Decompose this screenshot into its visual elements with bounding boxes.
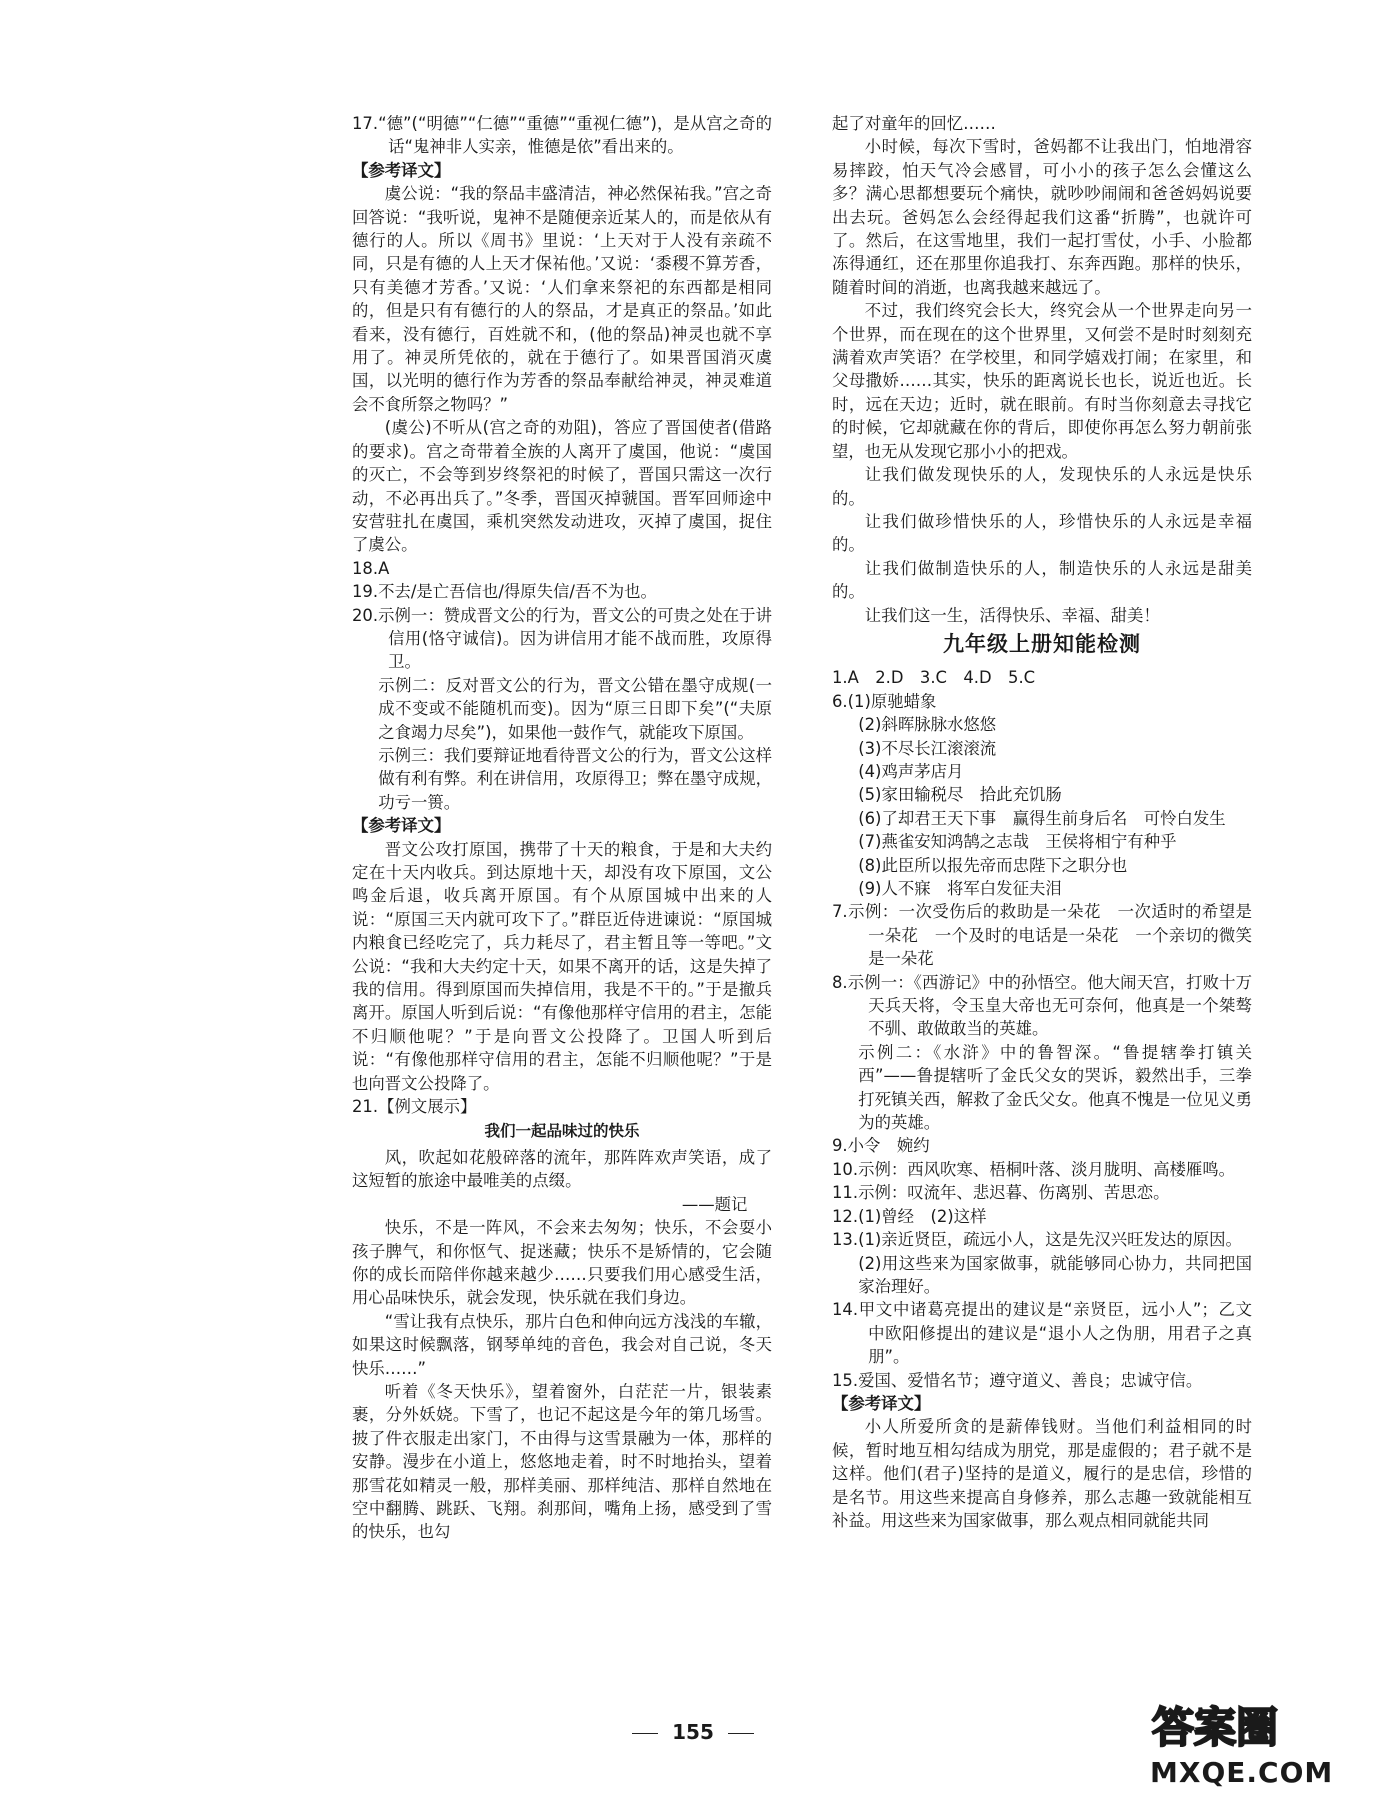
answer-8: 8.示例一：《西游记》中的孙悟空。他大闹天宫，打败十万天兵天将，令玉皇大帝也无可奈何，他真是一个桀骜不驯、敢做敢当的英雄。 <box>832 972 1252 1039</box>
answer-6-item: (8)此臣所以报先帝而忠陛下之职分也 <box>858 855 1128 875</box>
translation-paragraph: (虞公)不听从(宫之奇的劝阻)，答应了晋国使者(借路的要求)。宫之奇带着全族的人离开了虞国，他说：“虞国的灭亡，不会等到岁终祭祀的时候了，晋国只需这一次行动，不必再出兵了。”冬季，晋国灭掉虢国。晋军回师途中安营驻扎在虞国，乘机突然发动进攻，灭掉了虞国，捉住了虞公。 <box>352 418 772 555</box>
essay-paragraph: 快乐，不是一阵风，不会来去匆匆；快乐，不会耍小孩子脾气，和你怄气、捉迷藏；快乐不是矫情的，它会随你的成长而陪伴你越来越少……只要我们用心感受生活，用心品味快乐，就会发现，快乐就在我们身边。 <box>352 1218 772 1308</box>
answer-13-part-2: (2)用这些来为国家做事，就能够同心协力，共同把国家治理好。 <box>858 1253 1252 1296</box>
answer-20: 20.示例一：赞成晋文公的行为，晋文公的可贵之处在于讲信用(恪守诚信)。因为讲信用才能不战而胜，攻原得卫。 <box>352 605 772 672</box>
translation-paragraph: 晋文公攻打原国，携带了十天的粮食，于是和大夫约定在十天内收兵。到达原地十天，却没有攻下原国，文公鸣金后退，收兵离开原国。有个从原国城中出来的人说：“原国三天内就可攻下了。”群臣近侍进谏说：“原国城内粮食已经吃完了，兵力耗尽了，君主暂且等一等吧。”文公说：“我和大夫约定十天，如果不离开的话，这是失掉了我的信用。得到原国而失掉信用，我是不干的。”于是撤兵离开。原国人听到后说：“有像他那样守信用的君主，怎能不归顺他呢？”于是向晋文公投降了。卫国人听到后说：“有像他那样守信用的君主，怎能不归顺他呢？”于是也向晋文公投降了。 <box>352 839 772 1093</box>
answer-14: 14.甲文中诸葛亮提出的建议是“亲贤臣，远小人”；乙文中欧阳修提出的建议是“退小人之伪朋，用君子之真朋”。 <box>832 1300 1252 1367</box>
answer-6-item: (6)了却君王天下事 赢得生前身后名 可怜白发生 <box>858 808 1226 828</box>
answer-17: 17.“德”(“明德”“仁德”“重德”“重视仁德”)，是从宫之奇的话“鬼神非人实亲，惟德是依”看出来的。 <box>352 114 772 157</box>
answer-15: 15.爱国、爱惜名节；遵守道义、善良；忠诚守信。 <box>832 1370 1203 1390</box>
watermark-url: MXQE.COM <box>1150 1756 1334 1789</box>
essay-intro: 风，吹起如花般碎落的流年，那阵阵欢声笑语，成了这短暂的旅途中最唯美的点缀。 <box>352 1147 772 1191</box>
answer-12: 12.(1)曾经 (2)这样 <box>832 1206 987 1226</box>
left-column <box>352 112 772 1544</box>
answer-11: 11.示例：叹流年、悲迟暮、伤离别、苦思恋。 <box>832 1183 1170 1203</box>
translation-paragraph: 虞公说：“我的祭品丰盛清洁，神必然保祐我。”宫之奇回答说：“我听说，鬼神不是随便亲近某人的，而是依从有德行的人。所以《周书》里说：‘上天对于人没有亲疏不同，只是有德的人上天才保祐他。’又说：‘黍稷不算芳香，只有美德才芳香。’又说：‘人们拿来祭祀的东西都是相同的，但是只有有德行的人的祭品，才是真正的祭品。’如此看来，没有德行，百姓就不和，(他的祭品)神灵也就不享用了。神灵所凭依的，就在于德行了。如果晋国消灭虞国，以光明的德行作为芳香的祭品奉献给神灵，神灵难道会不食所祭之物吗？” <box>352 184 772 414</box>
essay-paragraph: 让我们做珍惜快乐的人，珍惜快乐的人永远是幸福的。 <box>832 511 1252 555</box>
answer-20-example-2: 示例二：反对晋文公的行为，晋文公错在墨守成规(一成不变或不能随机而变)。因为“原三日即下矣”(“夫原之食竭力尽矣”)，如果他一鼓作气，就能攻下原国。 <box>378 675 772 742</box>
essay-title: 我们一起品味过的快乐 <box>484 1122 640 1141</box>
answer-13: 13.(1)亲近贤臣，疏远小人，这是先汉兴旺发达的原因。 <box>832 1230 1242 1250</box>
answer-6-item: (2)斜晖脉脉水悠悠 <box>858 715 997 735</box>
answer-6-item: (5)家田输税尽 拾此充饥肠 <box>858 785 1062 805</box>
essay-paragraph: 小时候，每次下雪时，爸妈都不让我出门，怕地滑容易摔跤，怕天气冷会感冒，可小小的孩子怎么会懂这么多？满心思都想要玩个痛快，就吵吵闹闹和爸爸妈妈说要出去玩。爸妈怎么会经得起我们这番“折腾”，也就许可了。然后，在这雪地里，我们一起打雪仗，小手、小脸都冻得通红，还在那里你追我打、东奔西跑。那样的快乐，随着时间的消逝，也离我越来越远了。 <box>832 137 1252 297</box>
essay-paragraph: 听着《冬天快乐》，望着窗外，白茫茫一片，银装素裹，分外妖娆。下雪了，也记不起这是今年的第几场雪。披了件衣服走出家门，不由得与这雪景融为一体，那样的安静。漫步在小道上，悠悠地走着，时不时地抬头，望着那雪花如精灵一般，那样美丽、那样纯洁、那样自然地在空中翻腾、跳跃、飞翔。刹那间，嘴角上扬，感受到了雪的快乐，也勾 <box>352 1381 772 1542</box>
answer-9: 9.小令 婉约 <box>832 1136 930 1156</box>
page-number-value: 155 <box>672 1720 714 1744</box>
watermark-graphic <box>1146 1696 1372 1792</box>
essay-signature: ——题记 <box>681 1194 748 1214</box>
reference-translation-header: 【参考译文】 <box>832 1393 931 1413</box>
reference-translation-header: 【参考译文】 <box>352 816 451 836</box>
answers-1-5: 1.A 2.D 3.C 4.D 5.C <box>832 668 1036 688</box>
answer-7: 7.示例：一次受伤后的救助是一朵花 一次适时的希望是一朵花 一个及时的电话是一朵花 一个亲切的微笑是一朵花 <box>832 902 1252 969</box>
answer-20-example-3: 示例三：我们要辩证地看待晋文公的行为，晋文公这样做有利有弊。利在讲信用，攻原得卫；弊在墨守成规，功亏一篑。 <box>378 745 772 812</box>
right-column <box>832 112 1252 1532</box>
section-title: 九年级上册知能检测 <box>943 631 1141 656</box>
answer-6-item: (9)人不寐 将军白发征夫泪 <box>858 879 1062 898</box>
essay-paragraph: “雪让我有点快乐，那片白色和伸向远方浅浅的车辙，如果这时候飘落，钢琴单纯的音色，我会对自己说，冬天快乐……” <box>352 1311 772 1378</box>
reference-translation-header: 【参考译文】 <box>352 160 451 180</box>
essay-paragraph: 不过，我们终究会长大，终究会从一个世界走向另一个世界，而在现在的这个世界里，又何尝不是时时刻刻充满着欢声笑语？在学校里，和同学嬉戏打闹；在家里，和父母撒娇……其实，快乐的距离说长也长，说近也近。长时，远在天边；近时，就在眼前。有时当你刻意去寻找它的时候，它却就藏在你的背后，即使你再怎么努力朝前张望，也无从发现它那小小的把戏。 <box>832 301 1252 461</box>
page-number-dash-right <box>728 1733 754 1734</box>
watermark-logo <box>1146 1696 1372 1792</box>
answer-6-item: (7)燕雀安知鸿鹄之志哉 王侯将相宁有种乎 <box>858 832 1177 852</box>
answer-8-example-2: 示例二：《水浒》中的鲁智深。“鲁提辖拳打镇关西”——鲁提辖听了金氏父女的哭诉，毅然出手，三拳打死镇关西，解救了金氏父女。他真不愧是一位见义勇为的英雄。 <box>858 1042 1252 1133</box>
answer-21: 21.【例文展示】 <box>352 1097 477 1117</box>
essay-paragraph: 让我们这一生，活得快乐、幸福、甜美！ <box>864 605 1160 625</box>
answer-18: 18.A <box>352 558 390 578</box>
essay-paragraph: 让我们做制造快乐的人，制造快乐的人永远是甜美的。 <box>832 558 1252 602</box>
translation-paragraph: 小人所爱所贪的是薪俸钱财。当他们利益相同的时候，暂时地互相勾结成为朋党，那是虚假的；君子就不是这样。他们(君子)坚持的是道义，履行的是忠信，珍惜的是名节。用这些来提高自身修养，那么志趣一致就能相互补益。用这些来为国家做事，那么观点相同就能共同 <box>832 1417 1252 1530</box>
essay-paragraph: 让我们做发现快乐的人，发现快乐的人永远是快乐的。 <box>832 465 1252 508</box>
answer-19: 19.不去/是亡吾信也/得原失信/吾不为也。 <box>352 582 657 602</box>
answer-6-item: (4)鸡声茅店月 <box>858 761 964 781</box>
page-number-dash-left <box>632 1733 658 1734</box>
watermark-text: 答案圈 <box>1152 1703 1279 1752</box>
answer-6: 6.(1)原驰蜡象 <box>832 691 937 711</box>
essay-continuation: 起了对童年的回忆…… <box>832 114 996 133</box>
answer-6-item: (3)不尽长江滚滚流 <box>858 738 997 758</box>
answer-10: 10.示例：西风吹寒、梧桐叶落、淡月胧明、高楼雁鸣。 <box>832 1159 1236 1179</box>
